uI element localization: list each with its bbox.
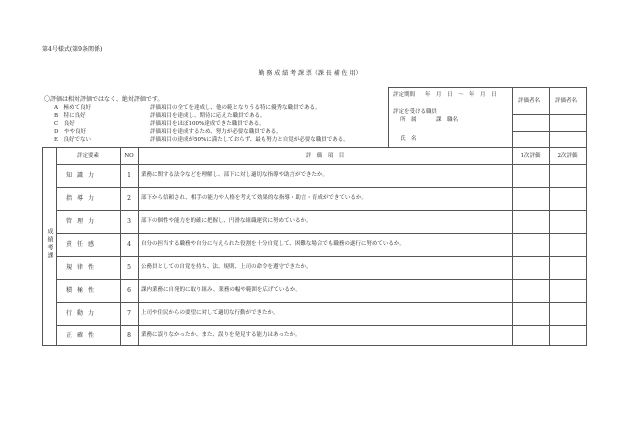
form-title: 勤 務 成 績 考 課 票（課 長 補 佐 用）: [258, 70, 362, 77]
target-label: 評定を受ける職員: [393, 109, 438, 115]
row-item: 部下から信頼され、相手の能力や人格を考えて効果的な指導・助言・育成ができているか。: [141, 195, 367, 201]
factor-leadership: 指導力: [66, 195, 100, 202]
legend-grade-c: C 良好: [54, 121, 75, 127]
factor-knowledge: 知識力: [66, 172, 100, 179]
eval1-cell[interactable]: [513, 303, 549, 325]
eval1-cell[interactable]: [513, 326, 549, 345]
evaluator1-label: 評価者名: [518, 98, 541, 104]
eval2-cell[interactable]: [550, 234, 586, 256]
evaluator1-name-cell[interactable]: [512, 114, 549, 131]
row-no: 8: [127, 332, 131, 339]
eval2-cell[interactable]: [550, 280, 586, 302]
eval1-cell[interactable]: [513, 211, 549, 233]
row-no: 5: [127, 264, 131, 271]
eval2-cell[interactable]: [550, 326, 586, 345]
form-number: 第4号様式(第9条関係): [42, 46, 103, 53]
row-no: 3: [127, 218, 131, 225]
legend-intro: 〇評価は相対評価ではなく、絶対評価です。: [44, 96, 164, 103]
factor-accuracy: 正確性: [66, 332, 100, 339]
row-no: 1: [127, 172, 131, 179]
col-header-eval2: 2次評価: [557, 153, 578, 159]
eval1-cell[interactable]: [513, 257, 549, 279]
factor-action: 行動力: [66, 310, 100, 317]
factor-responsibility: 責任感: [66, 241, 100, 248]
period-format[interactable]: 年 月 日 ～ 年 月 日: [425, 92, 497, 98]
row-item: 部下の個性や能力を的確に把握し、円滑な組織運営に努めているか。: [141, 218, 312, 224]
legend-desc-d: 評価項目を達成するため、努力が必要な職員である。: [150, 129, 282, 135]
dept-label: 所 属: [400, 117, 417, 123]
eval2-cell[interactable]: [550, 303, 586, 325]
evaluator2-name-cell[interactable]: [549, 114, 586, 131]
legend-grade-b: B 特に良好: [54, 113, 86, 119]
col-header-no: NO: [124, 153, 134, 159]
factor-management: 管理力: [66, 218, 100, 225]
row-item: 業務に関する法令などを理解し、部下に対し適切な指導や助言ができたか。: [141, 172, 329, 178]
eval1-cell[interactable]: [513, 188, 549, 210]
legend-grade-e: E 良好でない: [54, 137, 92, 143]
legend-desc-b: 評価項目を達成し、期待に応えた職員である。: [150, 113, 266, 119]
eval1-cell[interactable]: [513, 280, 549, 302]
col-header-item: 評 価 項 目: [305, 153, 345, 159]
eval2-cell[interactable]: [550, 188, 586, 210]
col-header-factor: 評定要素: [76, 153, 99, 159]
factor-discipline: 規律性: [66, 264, 100, 271]
evaluator2-seal-cell[interactable]: [549, 131, 586, 147]
period-label: 評定期間: [393, 92, 416, 98]
row-item: 業務に誤りなかったか、また、誤りを発見する能力はあったか。: [141, 332, 301, 338]
row-item: 自分の担当する職務や自分に与えられた役割を十分自覚して、困難な場合でも職務の遂行に努めているか。: [141, 241, 405, 247]
row-item: 公務員としての自覚を持ち、法、規則、上司の命令を遵守できたか。: [141, 264, 312, 270]
eval1-cell[interactable]: [513, 234, 549, 256]
row-no: 7: [127, 310, 131, 317]
col-header-eval1: 1次評価: [520, 153, 541, 159]
eval2-cell[interactable]: [550, 165, 586, 187]
legend-desc-e: 評価項目の達成が50%に満たしておらず、最も努力と自覚が必要な職員である。: [150, 137, 349, 143]
legend-grade-a: A 極めて良好: [54, 105, 92, 111]
legend-desc-a: 評価項目の全てを達成し、他の範となりうる特に優秀な職員である。: [150, 105, 321, 111]
eval2-cell[interactable]: [550, 257, 586, 279]
eval1-cell[interactable]: [513, 165, 549, 187]
row-no: 6: [127, 287, 131, 294]
row-item: 課内業務に自発的に取り組み、業務の幅や範囲を広げているか。: [141, 287, 301, 293]
section-label: 成績考課: [46, 228, 53, 260]
row-no: 2: [127, 195, 131, 202]
row-item: 上司や住民からの要望に対して適切な行動ができたか。: [141, 310, 279, 316]
name-label[interactable]: 氏 名: [400, 136, 417, 142]
evaluator1-seal-cell[interactable]: [512, 131, 549, 147]
evaluator2-label: 評価者名: [555, 98, 578, 104]
factor-initiative: 積極性: [66, 287, 100, 294]
division-label: 課 職名: [436, 117, 459, 123]
legend-grade-d: D やや良好: [54, 129, 86, 135]
legend-desc-c: 評価項目をほぼ100%達成できた職員である。: [150, 121, 265, 127]
row-no: 4: [127, 241, 131, 248]
eval2-cell[interactable]: [550, 211, 586, 233]
